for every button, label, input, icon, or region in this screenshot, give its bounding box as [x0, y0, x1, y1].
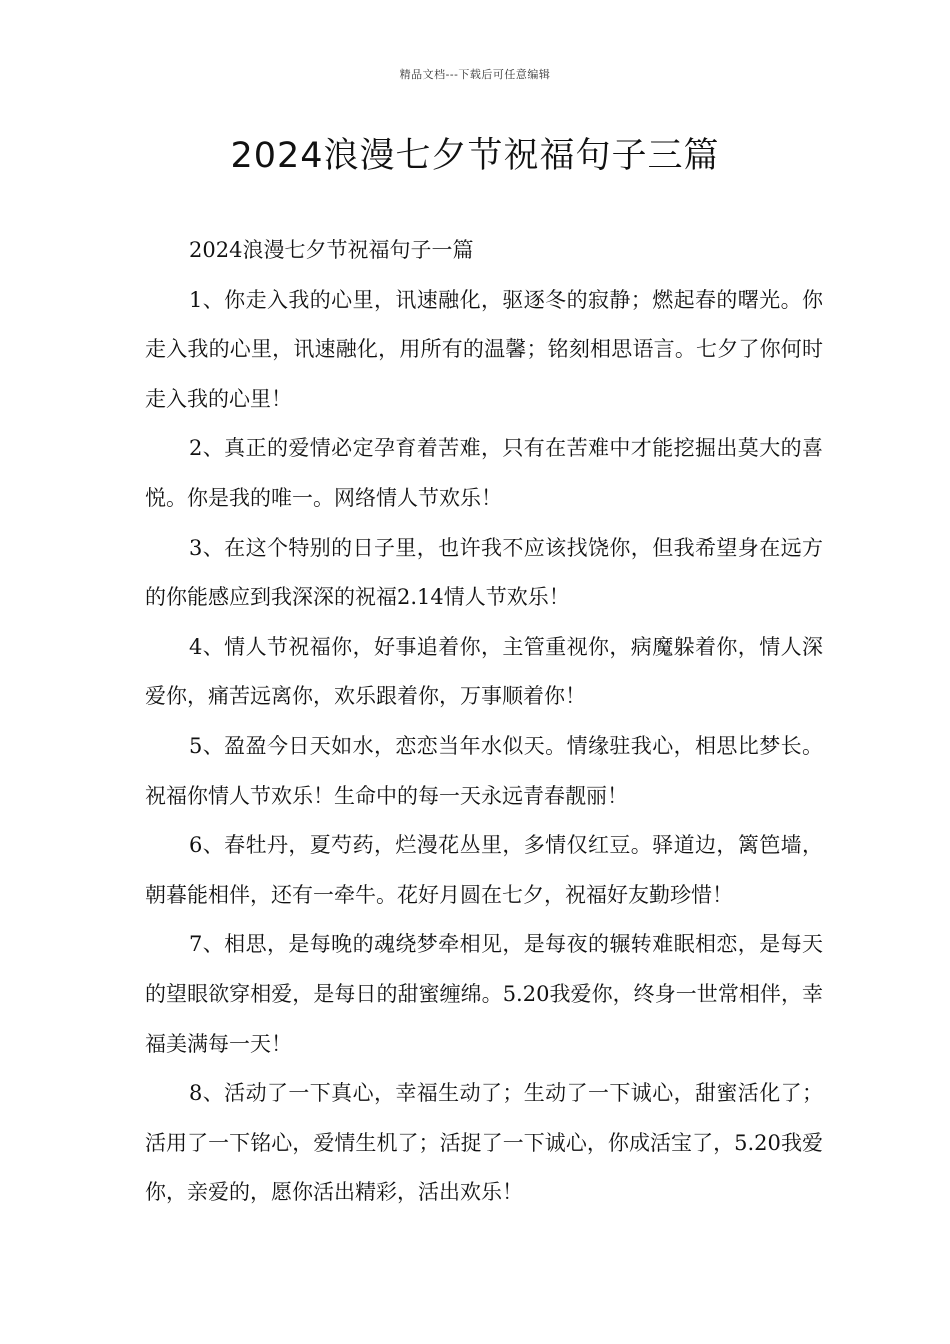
paragraph-7: 7、相思，是每晚的魂绕梦牵相见，是每夜的辗转难眠相恋，是每天的望眼欲穿相爱，是每日的甜蜜缠绵。5.20我爱你，终身一世常相伴，幸福美满每一天！: [145, 932, 823, 1056]
paragraph-3: 3、在这个特别的日子里，也许我不应该找饶你，但我希望身在远方的你能感应到我深深的祝福2.14情人节欢乐！: [145, 535, 823, 610]
paragraph-6: 6、春牡丹，夏芍药，烂漫花丛里，多情仅红豆。驿道边，篱笆墙，朝暮能相伴，还有一牵牛。花好月圆在七夕，祝福好友勤珍惜！: [145, 833, 823, 907]
paragraph-2: 2、真正的爱情必定孕育着苦难，只有在苦难中才能挖掘出莫大的喜悦。你是我的唯一。网络情人节欢乐！: [145, 436, 823, 510]
section-heading: 2024浪漫七夕节祝福句子一篇: [189, 238, 474, 262]
paragraph-1: 1、你走入我的心里，讯速融化，驱逐冬的寂静；燃起春的曙光。你走入我的心里，讯速融化，用所有的温馨；铭刻相思语言。七夕了你何时走入我的心里！: [145, 287, 823, 411]
document-body: [145, 226, 823, 1218]
paragraph-5: 5、盈盈今日天如水，恋恋当年水似天。情缘驻我心，相思比梦长。祝福你情人节欢乐！生命中的每一天永远青春靓丽！: [145, 733, 823, 808]
paragraph-4: 4、情人节祝福你，好事追着你，主管重视你，病魔躲着你，情人深爱你，痛苦远离你，欢乐跟着你，万事顺着你！: [145, 634, 823, 709]
header-note: 精品文档---下载后可任意编辑: [399, 68, 551, 81]
document-title: 2024浪漫七夕节祝福句子三篇: [230, 136, 720, 176]
paragraph-8: 8、活动了一下真心，幸福生动了；生动了一下诚心，甜蜜活化了；活用了一下铭心，爱情生机了；活捉了一下诚心，你成活宝了，5.20我爱你，亲爱的，愿你活出精彩，活出欢乐！: [145, 1081, 823, 1205]
